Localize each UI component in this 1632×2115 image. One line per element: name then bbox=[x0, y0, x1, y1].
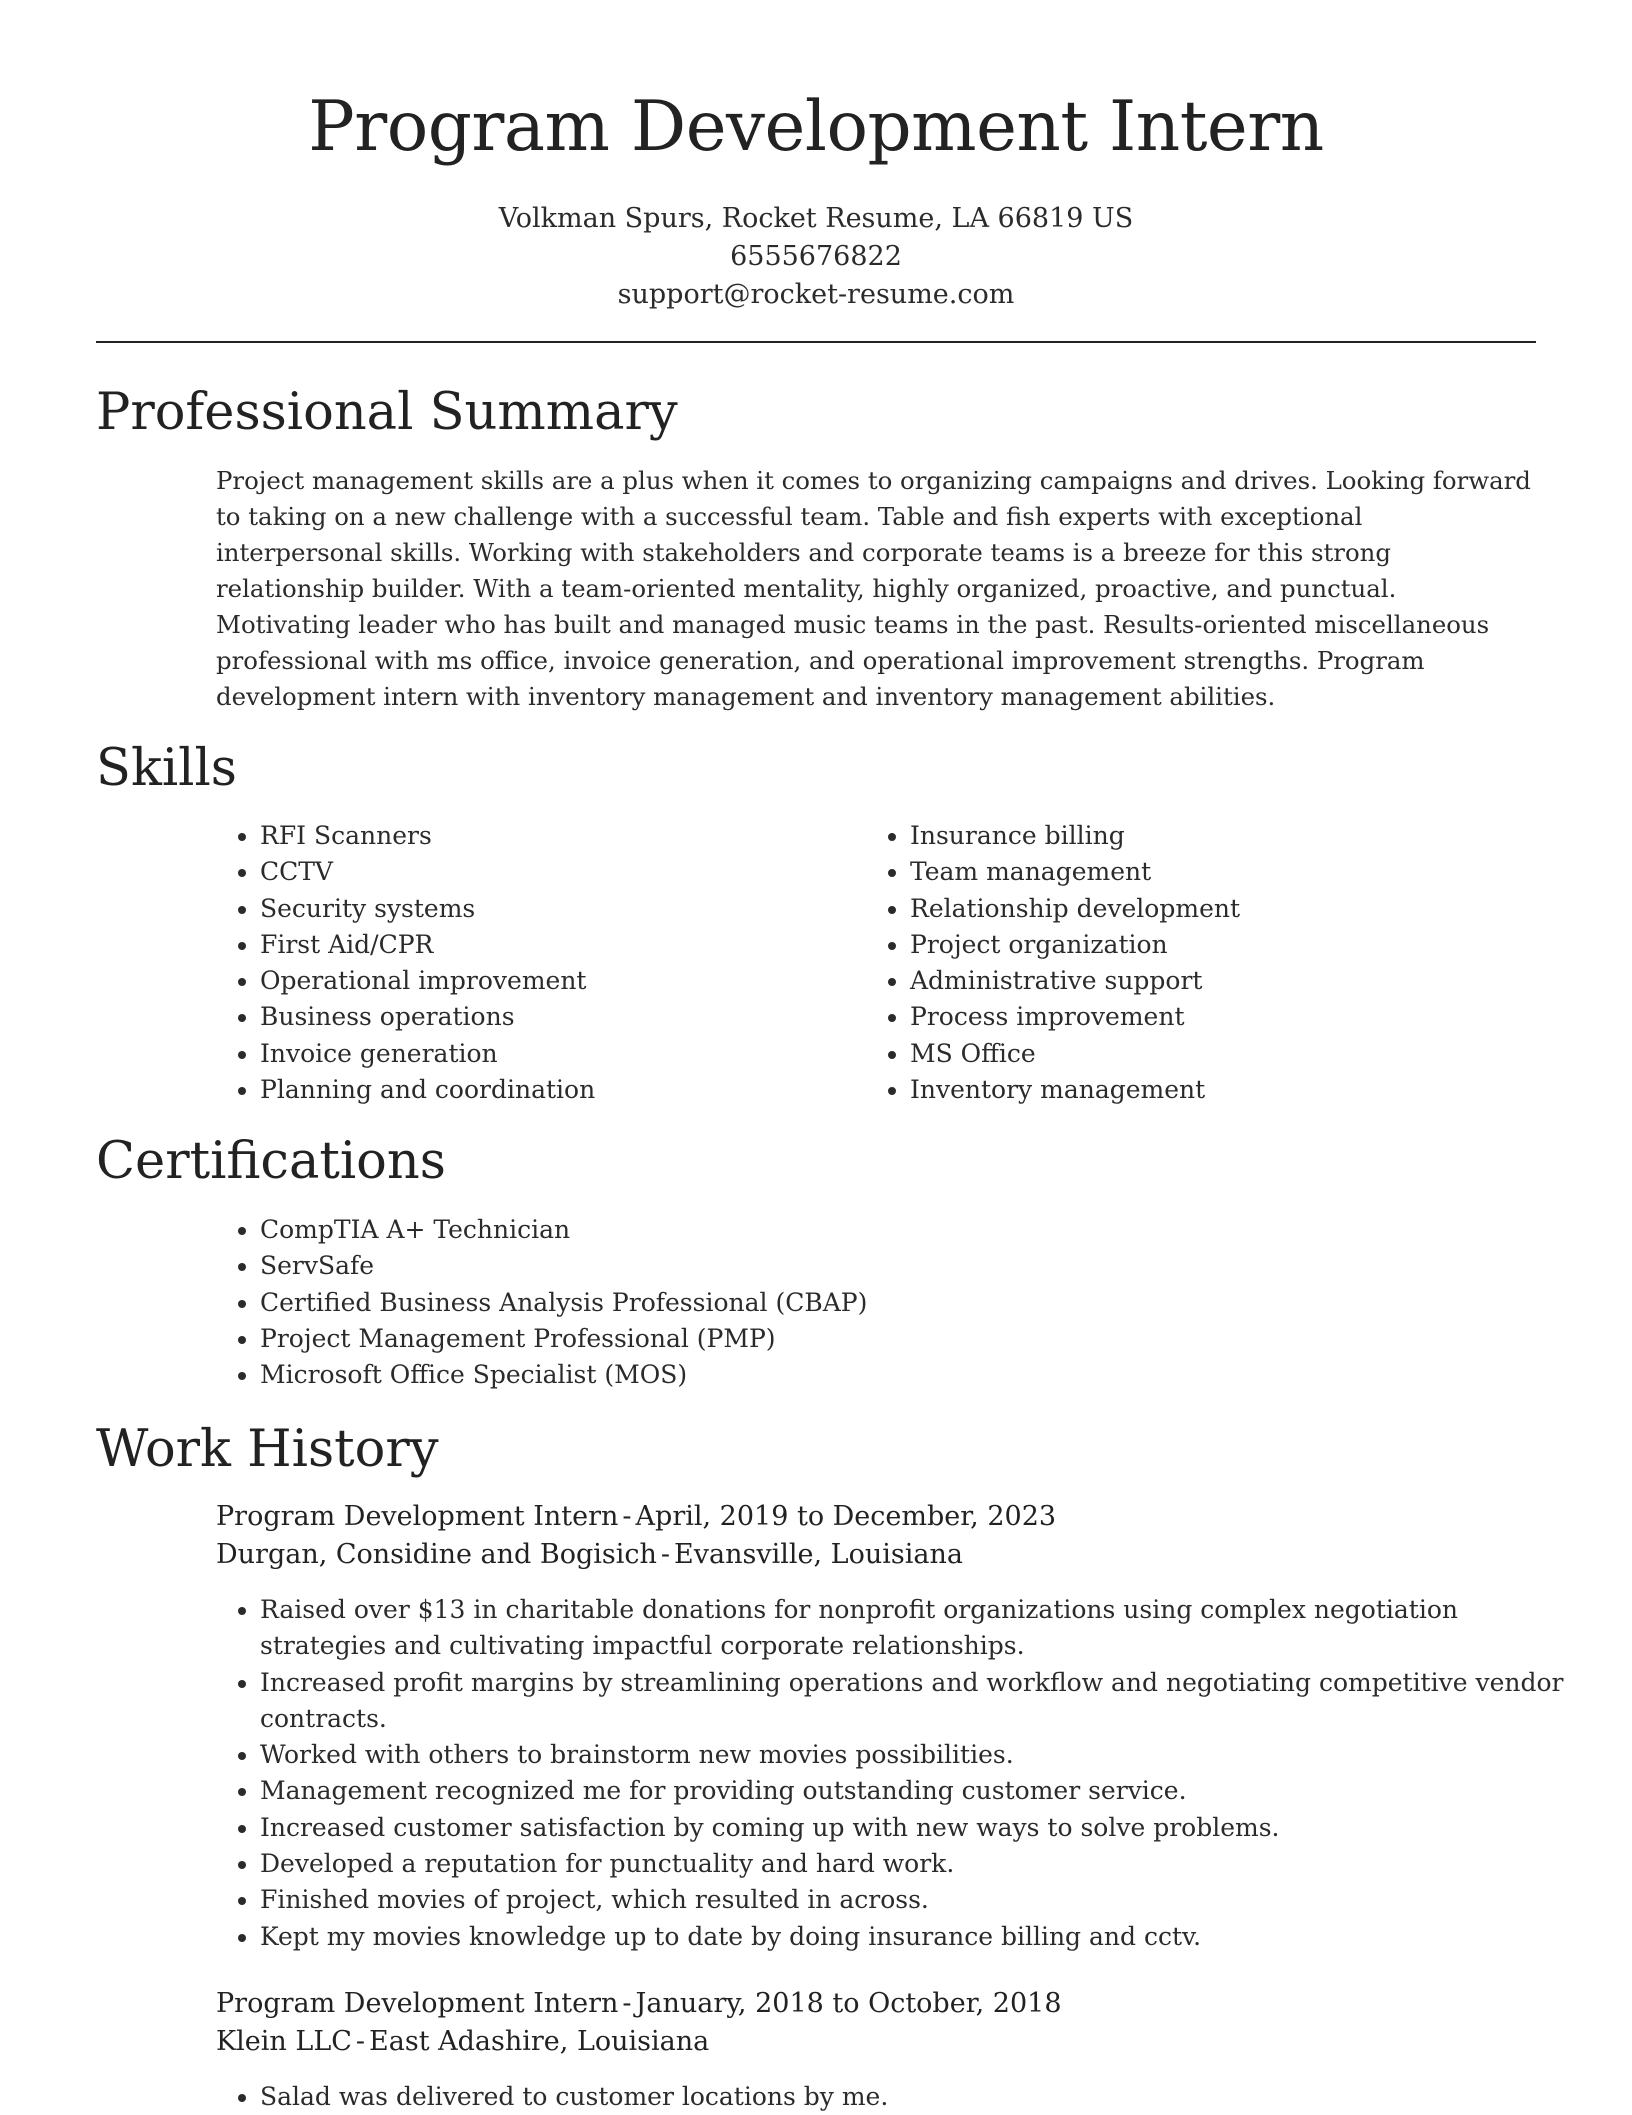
certification-item: • Certified Business Analysis Professional (CBAP) bbox=[260, 1285, 1580, 1321]
skill-item: • Administrative support bbox=[910, 963, 1570, 999]
resume-name: Program Development Intern bbox=[308, 87, 1324, 167]
skills-list-right bbox=[866, 818, 1570, 1108]
job-dates: April, 2019 to December, 2023 bbox=[635, 1501, 1057, 1532]
certification-item: • CompTIA A+ Technician bbox=[260, 1212, 1580, 1248]
skill-item: • RFI Scanners bbox=[260, 818, 860, 854]
job-title-line bbox=[216, 1498, 1056, 1536]
job-title: Program Development Intern bbox=[216, 1501, 619, 1532]
separator: - bbox=[622, 1501, 632, 1532]
skills-heading: Skills bbox=[96, 739, 237, 798]
job-title-line bbox=[216, 1985, 1062, 2023]
job-bullet: • Worked with others to brainstorm new movies possibilities. bbox=[260, 1737, 1580, 1773]
separator: - bbox=[622, 1988, 632, 2019]
skill-item: • Inventory management bbox=[910, 1072, 1570, 1108]
skill-item: • First Aid/CPR bbox=[260, 927, 860, 963]
job-bullet: • Developed a reputation for punctuality and hard work. bbox=[260, 1846, 1580, 1882]
job-title: Program Development Intern bbox=[216, 1988, 619, 2019]
certification-item: • Project Management Professional (PMP) bbox=[260, 1321, 1580, 1357]
skill-item: • Insurance billing bbox=[910, 818, 1570, 854]
contact-block bbox=[0, 200, 1632, 314]
certifications-list bbox=[216, 1212, 1580, 1393]
skill-item: • Relationship development bbox=[910, 891, 1570, 927]
skill-item: • Team management bbox=[910, 854, 1570, 890]
work-history-heading: Work History bbox=[96, 1420, 439, 1479]
skill-item: • CCTV bbox=[260, 854, 860, 890]
job-company: Klein LLC bbox=[216, 2026, 352, 2057]
job-bullet: • Raised over $13 in charitable donations for nonprofit organizations using complex negotiation strategies and cultivating impactful corporate relationships. bbox=[260, 1592, 1580, 1665]
skill-item: • Business operations bbox=[260, 999, 860, 1035]
skills-list-left bbox=[216, 818, 860, 1108]
job-company-line bbox=[216, 2023, 709, 2061]
job-bullets bbox=[216, 2079, 1580, 2115]
job-dates: January, 2018 to October, 2018 bbox=[635, 1988, 1062, 2019]
resume-header bbox=[0, 0, 1632, 314]
job-bullet: • Kept my movies knowledge up to date by doing insurance billing and cctv. bbox=[260, 1919, 1580, 1955]
skill-item: • MS Office bbox=[910, 1036, 1570, 1072]
summary-text: Project management skills are a plus when it comes to organizing campaigns and drives. Looking forward to taking on a new challenge with a successful team. Table and fish experts with exceptional interpersonal skills. Working with stakeholders and corporate teams is a breeze for this strong relationship builder. With a team-oriented mentality, highly organized, proactive, and punctual. Motivating leader who has built and managed music teams in the past. Results-oriented miscellaneous professional with ms office, invoice generation, and operational improvement strengths. Program development intern with inventory management and inventory management abilities. bbox=[216, 466, 1531, 711]
job-bullet: • Increased customer satisfaction by coming up with new ways to solve problems. bbox=[260, 1810, 1580, 1846]
skill-item: • Security systems bbox=[260, 891, 860, 927]
job-bullet: • Finished movies of project, which resulted in across. bbox=[260, 1882, 1580, 1918]
contact-address: Volkman Spurs, Rocket Resume, LA 66819 US bbox=[498, 203, 1134, 234]
job-bullet: • Management recognized me for providing outstanding customer service. bbox=[260, 1773, 1580, 1809]
certification-item: • Microsoft Office Specialist (MOS) bbox=[260, 1357, 1580, 1393]
separator: - bbox=[660, 1539, 671, 1570]
job-bullet: • Salad was delivered to customer locations by me. bbox=[260, 2079, 1580, 2115]
job-location: Evansville, Louisiana bbox=[674, 1539, 963, 1570]
certifications-heading: Certifications bbox=[96, 1132, 446, 1191]
separator: - bbox=[355, 2026, 366, 2057]
contact-email: support@rocket-resume.com bbox=[617, 279, 1015, 310]
summary-heading: Professional Summary bbox=[96, 383, 678, 442]
skill-item: • Project organization bbox=[910, 927, 1570, 963]
job-bullets bbox=[216, 1592, 1580, 1955]
certification-item: • ServSafe bbox=[260, 1248, 1580, 1284]
skill-item: • Process improvement bbox=[910, 999, 1570, 1035]
job-company: Durgan, Considine and Bogisich bbox=[216, 1539, 657, 1570]
skill-item: • Operational improvement bbox=[260, 963, 860, 999]
contact-phone: 6555676822 bbox=[730, 241, 902, 272]
skill-item: • Invoice generation bbox=[260, 1036, 860, 1072]
job-bullet: • Increased profit margins by streamlining operations and workflow and negotiating competitive vendor contracts. bbox=[260, 1665, 1580, 1738]
skill-item: • Planning and coordination bbox=[260, 1072, 860, 1108]
job-company-line bbox=[216, 1536, 963, 1574]
header-divider bbox=[96, 341, 1536, 343]
job-location: East Adashire, Louisiana bbox=[369, 2026, 710, 2057]
